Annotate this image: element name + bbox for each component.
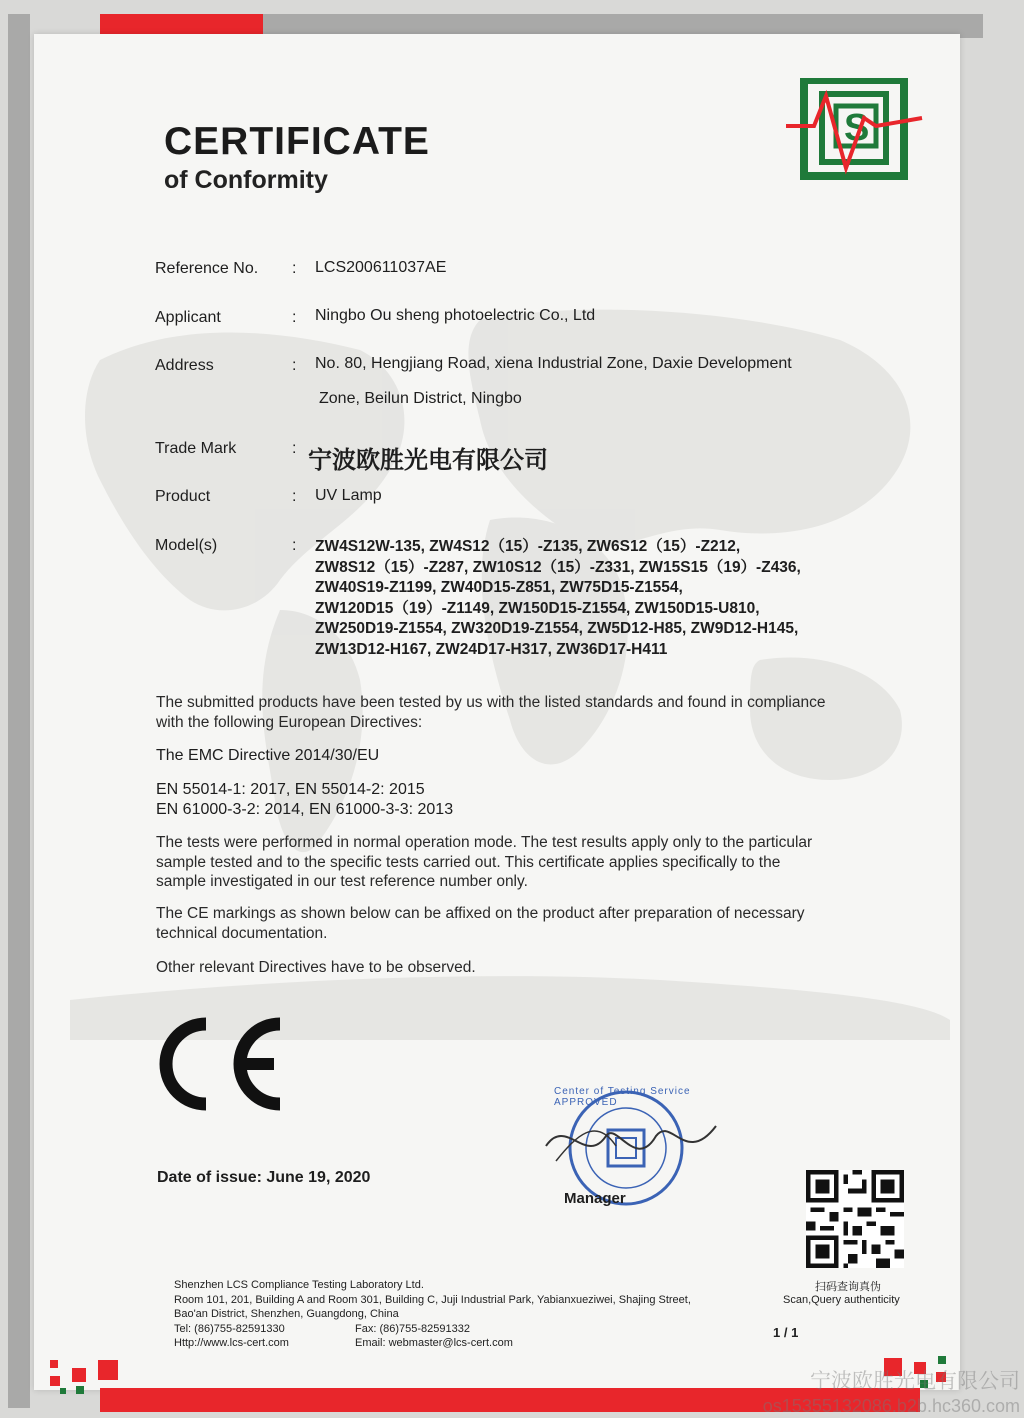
other-directives: Other relevant Directives have to be observed. <box>156 959 476 976</box>
model-line: ZW4S12W-135, ZW4S12（15）-Z135, ZW6S12（15）-Z212, <box>315 538 741 555</box>
ce-mark-icon <box>148 1014 288 1114</box>
ce-line-2: technical documentation. <box>156 924 328 942</box>
footer-fax: Fax: (86)755-82591332 <box>355 1323 470 1335</box>
qr-code[interactable] <box>806 1170 904 1268</box>
models-list <box>315 537 855 661</box>
date-of-issue: Date of issue: June 19, 2020 <box>157 1169 371 1186</box>
standards-block <box>156 780 876 819</box>
address-label: Address <box>155 357 214 374</box>
product-label: Product <box>155 488 211 505</box>
reference-label: Reference No. <box>155 260 259 277</box>
watermark <box>714 1370 1020 1418</box>
tests-paragraph <box>156 833 876 892</box>
address-line-2: Zone, Beilun District, Ningbo <box>319 390 522 407</box>
intro-paragraph <box>156 693 876 732</box>
ce-paragraph <box>156 904 876 943</box>
watermark-line-1: 宁波欧胜光电有限公司 <box>810 1370 1020 1393</box>
qr-caption-cn: 扫码查询真伪 <box>815 1281 881 1293</box>
product-colon: : <box>292 488 297 505</box>
qr-caption-en: Scan,Query authenticity <box>783 1294 900 1306</box>
footer-address <box>174 1278 794 1322</box>
standards-line-2: EN 61000-3-2: 2014, EN 61000-3-3: 2013 <box>156 800 454 818</box>
left-grey-bar <box>8 14 30 1408</box>
footer-web[interactable]: Http://www.lcs-cert.com <box>174 1337 289 1349</box>
reference-value: LCS200611037AE <box>315 259 447 276</box>
footer-tel: Tel: (86)755-82591330 <box>174 1323 285 1335</box>
model-line: ZW13D12-H167, ZW24D17-H317, ZW36D17-H411 <box>315 640 668 658</box>
model-line: ZW40S19-Z1199, ZW40D15-Z851, ZW75D15-Z1554, <box>315 579 683 597</box>
footer-email[interactable]: Email: webmaster@lcs-cert.com <box>355 1337 513 1349</box>
trademark-value: 宁波欧胜光电有限公司 <box>308 446 548 474</box>
footer-line-2: Room 101, 201, Building A and Room 301, Building C, Juji Industrial Park, Yabianxueziwei, Shajing Street, <box>174 1293 691 1306</box>
models-label: Model(s) <box>155 537 218 554</box>
tests-line-2: sample tested and to the specific tests carried out. This certificate applies specifically to the <box>156 853 781 871</box>
model-line: ZW120D15（19）-Z1149, ZW150D15-Z1554, ZW150D15-U810, <box>315 599 760 617</box>
trademark-colon: : <box>292 440 297 457</box>
intro-line-2: with the following European Directives: <box>156 713 423 731</box>
model-line: ZW8S12（15）-Z287, ZW10S12（15）-Z331, ZW15S15（19）-Z436, <box>315 558 801 576</box>
certificate-title: CERTIFICATE <box>164 120 430 163</box>
applicant-value: Ningbo Ou sheng photoelectric Co., Ltd <box>315 307 596 324</box>
product-value: UV Lamp <box>315 487 382 504</box>
lcs-logo <box>784 78 924 182</box>
address-line-1: No. 80, Hengjiang Road, xiena Industrial Zone, Daxie Development <box>315 355 792 372</box>
certificate-subtitle: of Conformity <box>164 166 328 194</box>
models-colon: : <box>292 537 297 554</box>
logo-letter: S <box>844 107 870 149</box>
directive-text: The EMC Directive 2014/30/EU <box>156 747 380 764</box>
standards-line-1: EN 55014-1: 2017, EN 55014-2: 2015 <box>156 781 425 798</box>
tests-line-3: sample investigated in our test reference number only. <box>156 873 528 890</box>
reference-colon: : <box>292 260 297 277</box>
address-colon: : <box>292 357 297 374</box>
trademark-label: Trade Mark <box>155 440 237 457</box>
stamp-text: Center of Testing Service APPROVED <box>554 1086 691 1108</box>
watermark-line-2: os15355132086.b2b.hc360.com <box>762 1396 1020 1416</box>
manager-label: Manager <box>564 1190 626 1207</box>
footer-line-1: Shenzhen LCS Compliance Testing Laboratory Ltd. <box>174 1279 424 1291</box>
ce-line-1: The CE markings as shown below can be affixed on the product after preparation of necessary <box>156 905 805 922</box>
footer-line-3: Bao'an District, Shenzhen, Guangdong, China <box>174 1308 399 1320</box>
page-number: 1 / 1 <box>773 1325 799 1340</box>
applicant-colon: : <box>292 309 297 326</box>
applicant-label: Applicant <box>155 309 221 326</box>
intro-line-1: The submitted products have been tested by us with the listed standards and found in compliance <box>156 694 826 711</box>
model-line: ZW250D19-Z1554, ZW320D19-Z1554, ZW5D12-H85, ZW9D12-H145, <box>315 620 799 638</box>
tests-line-1: The tests were performed in normal operation mode. The test results apply only to the particular <box>156 834 813 851</box>
